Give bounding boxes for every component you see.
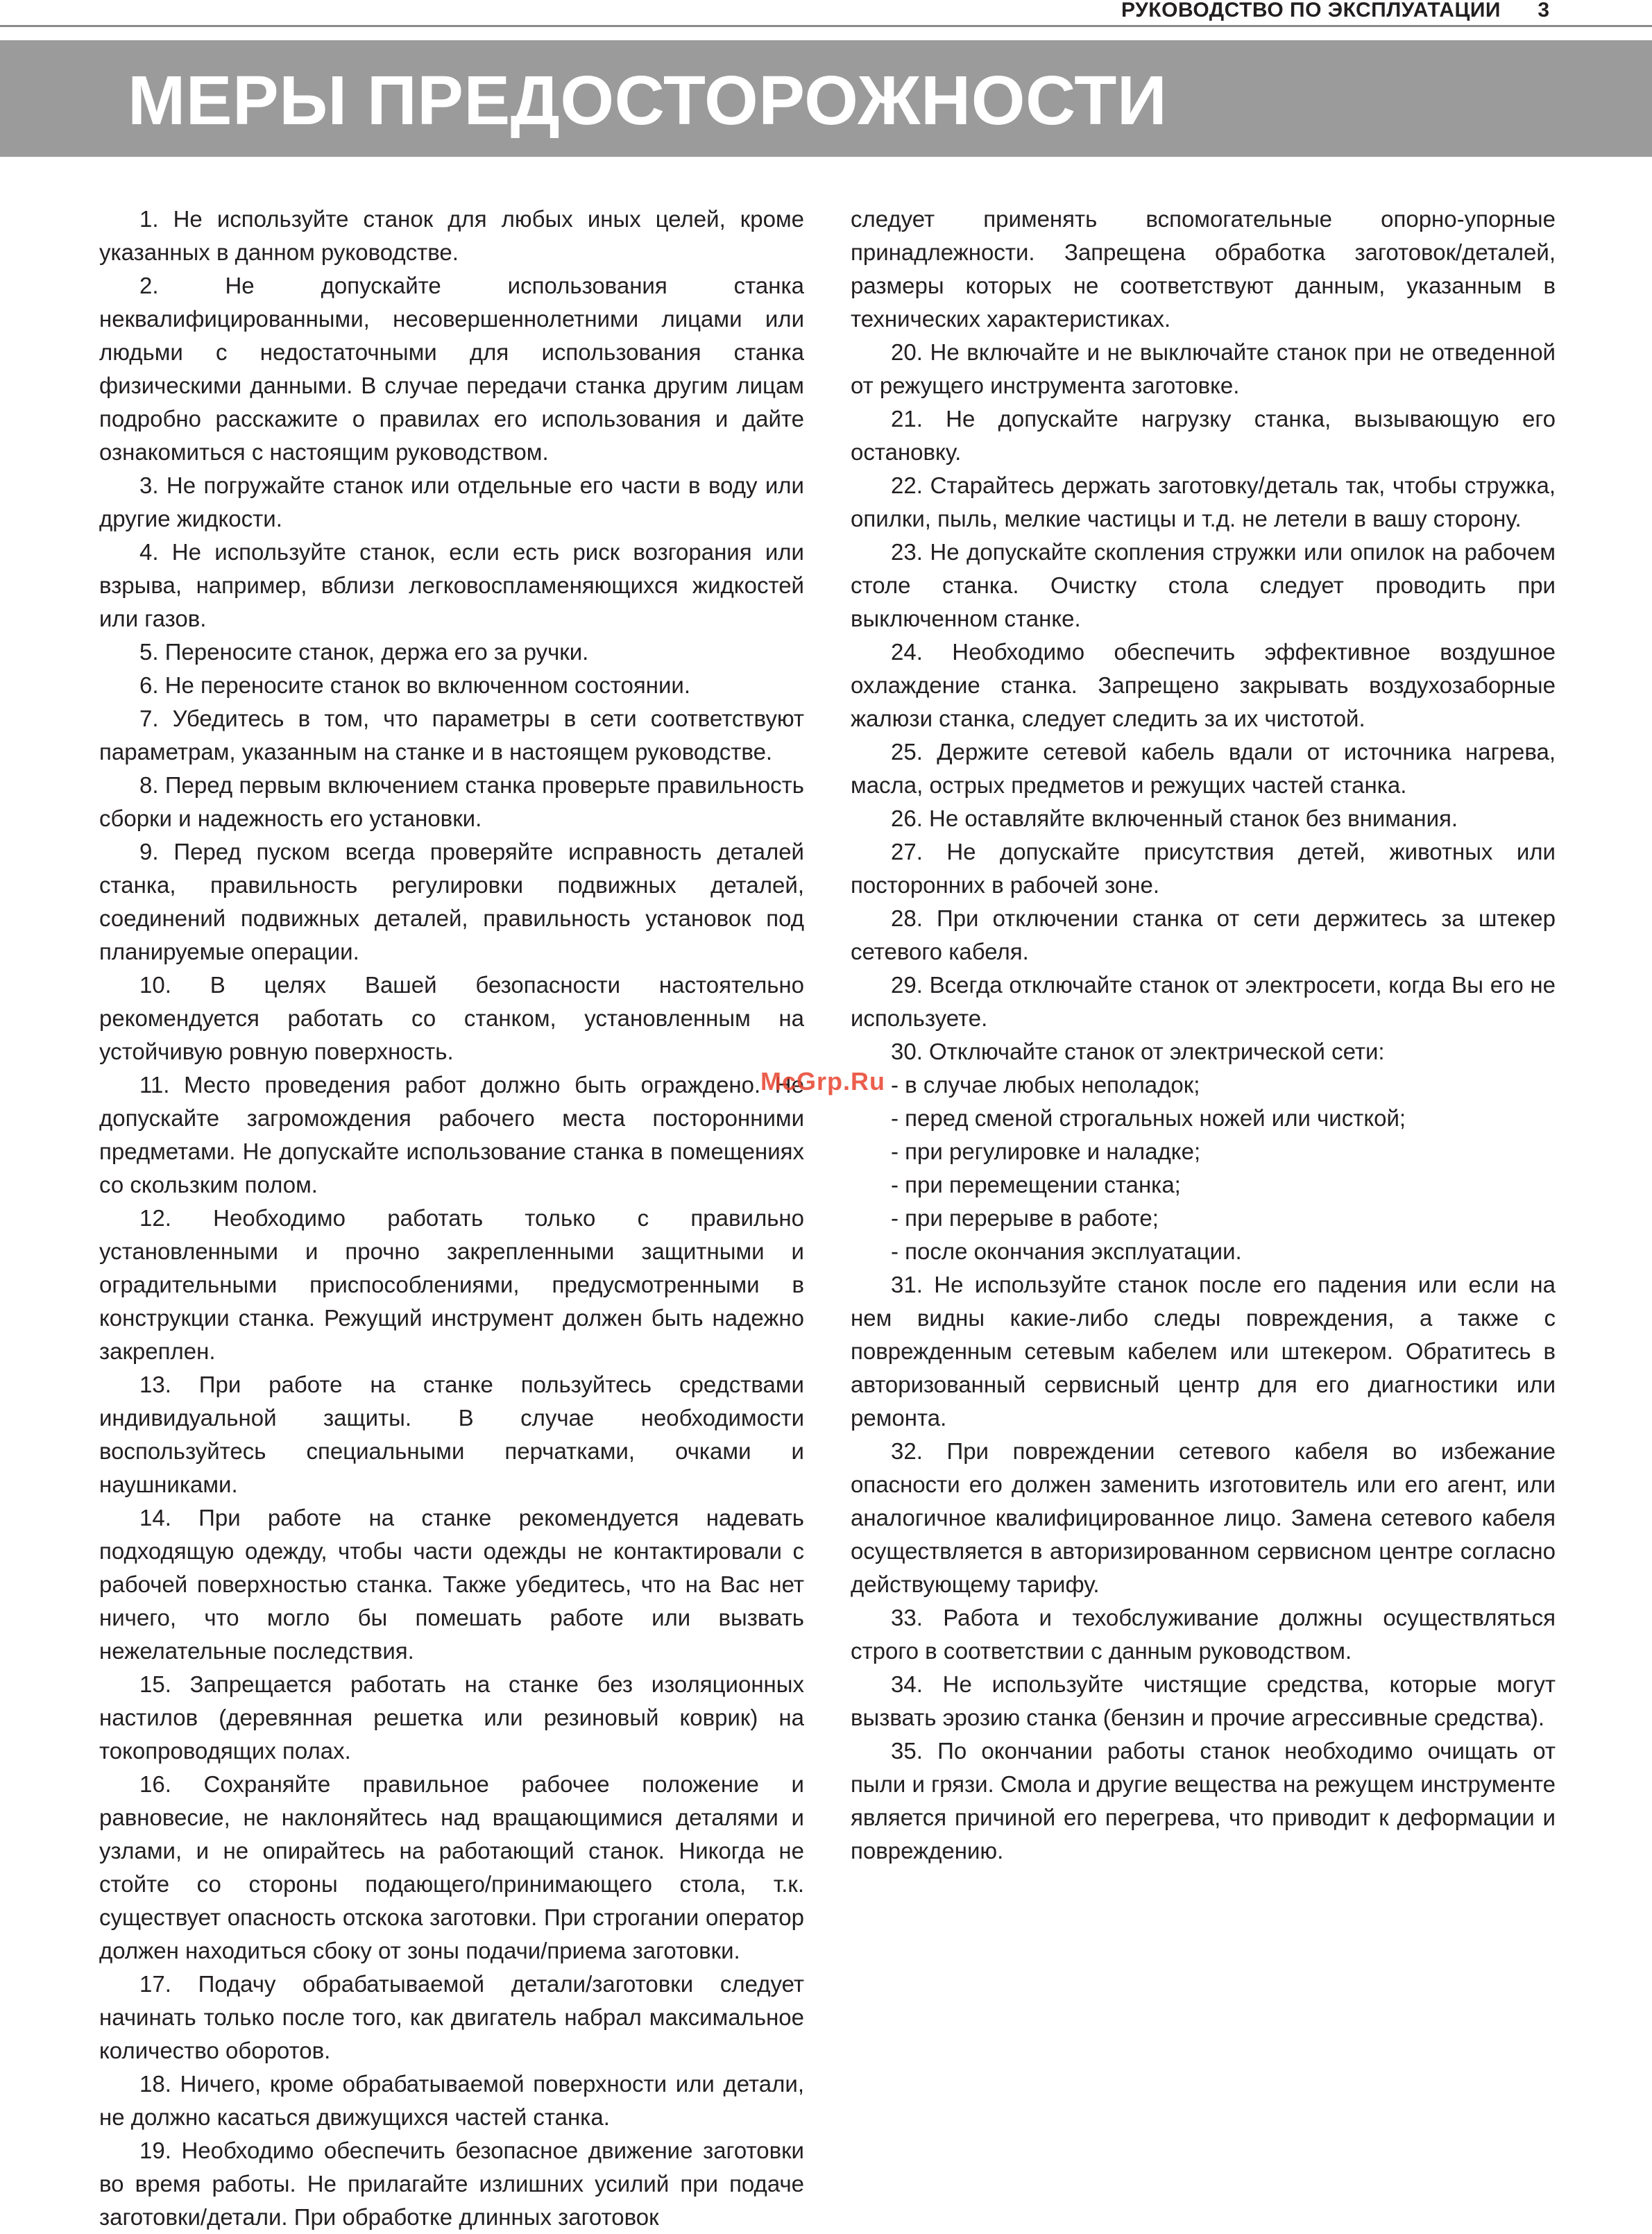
left-column (99, 203, 804, 2234)
paragraph-4: 4. Не используйте станок, если есть риск возгорания или взрыва, например, вблизи легковоспламеняющихся жидкостей или газов. (99, 539, 804, 631)
paragraph-14: 14. При работе на станке рекомендуется надевать подходящую одежду, чтобы части одежды не контактировали с рабочей поверхностью станка. Также убедитесь, что на Вас нет ничего, что могло бы помешать работе или вызвать нежелательные последствия. (99, 1505, 804, 1664)
subitem-30-6: - после окончания эксплуатации. (891, 1238, 1242, 1264)
paragraph-25: 25. Держите сетевой кабель вдали от источника нагрева, масла, острых предметов и режущих частей станка. (851, 739, 1556, 798)
paragraph-9: 9. Перед пуском всегда проверяйте исправность деталей станка, правильность регулировки подвижных деталей, соединений подвижных деталей, правильность установок под планируемые операции. (99, 839, 804, 964)
paragraph-32: 32. При повреждении сетевого кабеля во избежание опасности его должен заменить изготовитель или его агент, или аналогичное квалифицированное лицо. Замена сетевого кабеля осуществляется в авторизированном сервисном центре согласно действующему тарифу. (851, 1438, 1556, 1597)
paragraph-8: 8. Перед первым включением станка проверьте правильность сборки и надежность его установки. (99, 772, 804, 831)
paragraph-2: 2. Не допускайте использования станка неквалифицированными, несовершеннолетними лицами или людьми с недостаточными для использования станка физическими данными. В случае передачи станка другим лицам подробно расскажите о правилах его использования и дайте ознакомиться с настоящим руководством. (99, 273, 804, 465)
right-column (851, 203, 1556, 1868)
paragraph-15: 15. Запрещается работать на станке без изоляционных настилов (деревянная решетка или резиновый коврик) на токопроводящих полах. (99, 1671, 804, 1764)
paragraph-21: 21. Не допускайте нагрузку станка, вызывающую его остановку. (851, 406, 1556, 465)
running-header-title: РУКОВОДСТВО ПО ЭКСПЛУАТАЦИИ (1121, 0, 1501, 22)
header-rule (0, 25, 1652, 27)
paragraph-7: 7. Убедитесь в том, что параметры в сети соответствуют параметрам, указанным на станке и в настоящем руководстве. (99, 706, 804, 765)
subitem-30-1: - в случае любых неполадок; (891, 1072, 1200, 1098)
paragraph-30: 30. Отключайте станок от электрической сети: (891, 1039, 1385, 1064)
paragraph-19-continuation: следует применять вспомогательные опорно-упорные принадлежности. Запрещена обработка заготовок/деталей, размеры которых не соответствуют данным, указанным в технических характеристиках. (851, 206, 1556, 332)
paragraph-27: 27. Не допускайте присутствия детей, животных или посторонних в рабочей зоне. (851, 839, 1556, 898)
watermark: McGrp.Ru (760, 1067, 886, 1095)
subitem-30-2: - перед сменой строгальных ножей или чисткой; (891, 1105, 1406, 1131)
paragraph-22: 22. Старайтесь держать заготовку/деталь так, чтобы стружка, опилки, пыль, мелкие частицы и т.д. не летели в вашу сторону. (851, 472, 1556, 531)
paragraph-10: 10. В целях Вашей безопасности настоятельно рекомендуется работать со станком, установленным на устойчивую ровную поверхность. (99, 972, 804, 1064)
subitem-30-4: - при перемещении станка; (891, 1172, 1181, 1197)
paragraph-16: 16. Сохраняйте правильное рабочее положение и равновесие, не наклоняйтесь над вращающимися деталями и узлами, и не опирайтесь на работающий станок. Никогда не стойте со стороны подающего/принимающего стола, т.к. существует опасность отскока заготовки. При строгании оператор должен находиться сбоку от зоны подачи/приема заготовки. (99, 1771, 804, 1963)
paragraph-17: 17. Подачу обрабатываемой детали/заготовки следует начинать только после того, как двигатель набрал максимальное количество оборотов. (99, 1971, 804, 2063)
paragraph-5: 5. Переносите станок, держа его за ручки. (139, 639, 589, 665)
paragraph-20: 20. Не включайте и не выключайте станок при не отведенной от режущего инструмента заготовке. (851, 339, 1556, 398)
paragraph-18: 18. Ничего, кроме обрабатываемой поверхности или детали, не должно касаться движущихся частей станка. (99, 2071, 804, 2130)
paragraph-19: 19. Необходимо обеспечить безопасное движение заготовки во время работы. Не прилагайте излишних усилий при подаче заготовки/детали. При обработке длинных заготовок (99, 2138, 804, 2230)
paragraph-12: 12. Необходимо работать только с правильно установленными и прочно закрепленными защитными и оградительными приспособлениями, предусмотренными в конструкции станка. Режущий инструмент должен быть надежно закреплен. (99, 1205, 804, 1364)
paragraph-11: 11. Место проведения работ должно быть ограждено. Не допускайте загромождения рабочего места посторонними предметами. Не допускайте использование станка в помещениях со скользким полом. (99, 1072, 804, 1197)
subitem-30-5: - при перерыве в работе; (891, 1205, 1159, 1231)
paragraph-6: 6. Не переносите станок во включенном состоянии. (139, 672, 690, 698)
title-band (0, 40, 1652, 157)
paragraph-24: 24. Необходимо обеспечить эффективное воздушное охлаждение станка. Запрещено закрывать воздухозаборные жалюзи станка, следует следить за их чистотой. (851, 639, 1556, 731)
paragraph-28: 28. При отключении станка от сети держитесь за штекер сетевого кабеля. (851, 905, 1556, 964)
paragraph-33: 33. Работа и техобслуживание должны осуществляться строго в соответствии с данным руководством. (851, 1605, 1556, 1664)
paragraph-13: 13. При работе на станке пользуйтесь средствами индивидуальной защиты. В случае необходимости воспользуйтесь специальными перчатками, очками и наушниками. (99, 1372, 804, 1497)
paragraph-23: 23. Не допускайте скопления стружки или опилок на рабочем столе станка. Очистку стола следует проводить при выключенном станке. (851, 539, 1556, 631)
paragraph-35: 35. По окончании работы станок необходимо очищать от пыли и грязи. Смола и другие вещества на режущем инструменте является причиной его перегрева, что приводит к деформации и повреждению. (851, 1738, 1556, 1864)
paragraph-31: 31. Не используйте станок после его падения или если на нем видны какие-либо следы повреждения, а также с поврежденным сетевым кабелем или штекером. Обратитесь в авторизованный сервисный центр для его диагностики или ремонта. (851, 1272, 1556, 1431)
paragraph-1: 1. Не используйте станок для любых иных целей, кроме указанных в данном руководстве. (99, 206, 804, 265)
paragraph-26: 26. Не оставляйте включенный станок без внимания. (891, 805, 1458, 831)
paragraph-29: 29. Всегда отключайте станок от электросети, когда Вы его не используете. (851, 972, 1556, 1031)
paragraph-34: 34. Не используйте чистящие средства, которые могут вызвать эрозию станка (бензин и прочие агрессивные средства). (851, 1671, 1556, 1730)
paragraph-3: 3. Не погружайте станок или отдельные его части в воду или другие жидкости. (99, 472, 804, 531)
subitem-30-3: - при регулировке и наладке; (891, 1139, 1201, 1164)
running-header (0, 0, 1652, 26)
page-number: 3 (1538, 0, 1549, 22)
page-title: МЕРЫ ПРЕДОСТОРОЖНОСТИ (128, 62, 1168, 139)
